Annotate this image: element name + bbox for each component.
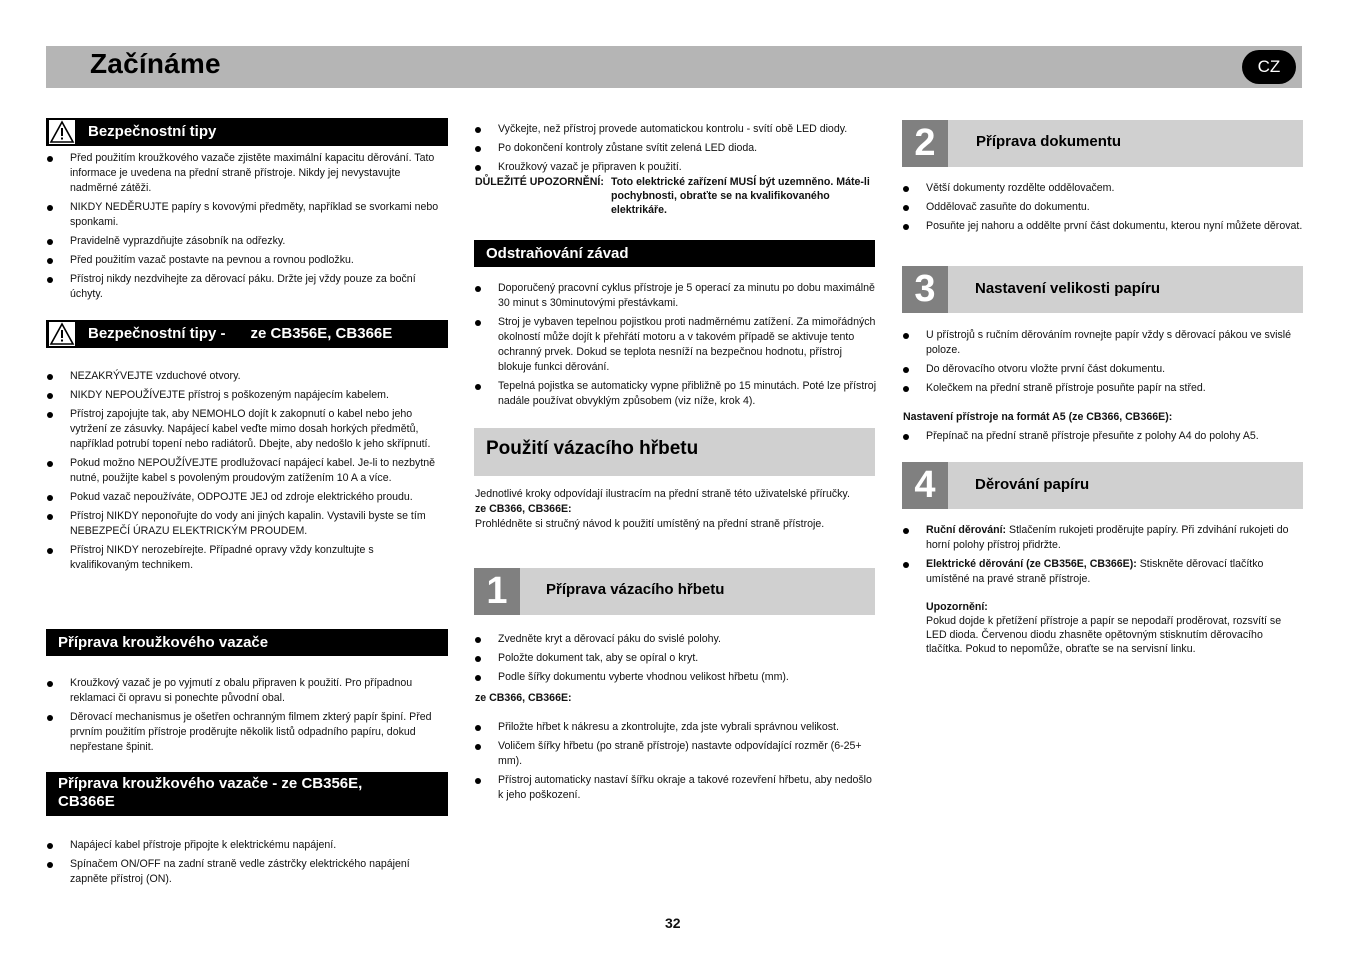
safety-tips-electric-list <box>46 369 442 577</box>
section-header-safety-tips <box>46 118 448 146</box>
intro-text: Jednotlivé kroky odpovídají ilustracím na přední straně této uživatelské příručky. <box>475 488 850 500</box>
list-item: Kroužkový vazač je po vyjmutí z obalu připraven k použití. Pro případnou reklamaci či opravu si ponechte původní obal. <box>46 676 442 706</box>
list-item: Kroužkový vazač je připraven k použití. <box>474 160 878 175</box>
list-item: Tepelná pojistka se automaticky vypne přibližně po 15 minutách. Poté lze přístroj nadále používat obvyklým způsobem (viz níže, krok 4). <box>474 379 878 409</box>
step-title: Děrování papíru <box>975 476 1090 493</box>
a5-setting-title: Nastavení přístroje na formát A5 (ze CB366, CB366E): <box>903 411 1173 423</box>
list-item <box>902 523 1304 553</box>
preparation-electric-list <box>46 838 442 891</box>
important-note-label: DŮLEŽITÉ UPOZORNĚNÍ: <box>475 176 604 188</box>
page-header <box>46 46 1302 88</box>
list-item: Doporučený pracovní cyklus přístroje je 5 operací za minutu po dobu maximálně 30 minut s 30minutovými přestávkami. <box>474 281 878 311</box>
step-1-list-models <box>474 720 878 807</box>
step-title: Příprava dokumentu <box>976 133 1122 150</box>
list-item: Po dokončení kontroly zůstane svítit zelená LED dioda. <box>474 141 878 156</box>
list-item: Pravidelně vyprazdňujte zásobník na odřezky. <box>46 234 442 249</box>
list-item: Pokud vazač nepoužíváte, ODPOJTE JEJ od zdroje elektrického proudu. <box>46 490 442 505</box>
manual-punching-label: Ruční děrování: <box>926 524 1007 536</box>
step-number: 4 <box>902 462 948 509</box>
important-note-line: Toto elektrické zařízení MUSÍ být uzemněno. Máte-li <box>611 176 870 188</box>
list-item: Před použitím kroužkového vazače zjistěte maximální kapacitu děrování. Tato informace je uvedena na přední straně přístroje. Nikdy jej nevystavujte nadměrné zátěži. <box>46 151 442 196</box>
section-header-preparation <box>46 629 448 656</box>
list-item: Přepínač na přední straně přístroje přesuňte z polohy A4 do polohy A5. <box>902 429 1304 444</box>
section-title-line: CB366E <box>58 793 115 810</box>
step-title: Nastavení velikosti papíru <box>975 280 1161 297</box>
a5-setting-list <box>902 429 1304 448</box>
list-item: Přístroj NIKDY nerozebírejte. Případné opravy vždy konzultujte s kvalifikovaným technikem. <box>46 543 442 573</box>
list-item: Posuňte jej nahoru a oddělte první část dokumentu, kterou nyní můžete děrovat. <box>902 219 1304 234</box>
list-item: Přístroj nikdy nezdvihejte za děrovací páku. Držte jej vždy pouze za boční úchyty. <box>46 272 442 302</box>
list-item: Do děrovacího otvoru vložte první část dokumentu. <box>902 362 1304 377</box>
warning-icon <box>49 322 75 346</box>
step-2-list <box>902 181 1304 238</box>
language-badge: CZ <box>1242 50 1296 84</box>
section-title: Bezpečnostní tipy <box>88 123 217 140</box>
model-label: ze CB366, CB366E: <box>475 503 572 515</box>
electric-punching-label: Elektrické děrování (ze CB356E, CB366E): <box>926 558 1137 570</box>
list-item: Kolečkem na přední straně přístroje posuňte papír na střed. <box>902 381 1304 396</box>
preparation-list <box>46 676 442 759</box>
binding-use-intro <box>475 487 875 532</box>
step-4-warning <box>926 600 1302 656</box>
troubleshooting-list <box>474 281 878 413</box>
section-title: Odstraňování závad <box>486 245 629 262</box>
section-title: Bezpečnostní tipy - ze CB356E, CB366E <box>88 325 393 342</box>
page-number: 32 <box>665 915 681 931</box>
list-item: Oddělovač zasuňte do dokumentu. <box>902 200 1304 215</box>
step-3-header <box>902 266 1303 313</box>
list-item: Přiložte hřbet k nákresu a zkontrolujte, zda jste vybrali správnou velikost. <box>474 720 878 735</box>
model-text: Prohlédněte si stručný návod k použití umístěný na přední straně přístroje. <box>475 518 825 530</box>
safety-tips-list <box>46 151 442 306</box>
list-item: U přístrojů s ručním děrováním rovnejte papír vždy s děrovací pákou ve svislé poloze. <box>902 328 1304 358</box>
step-number: 3 <box>902 266 948 313</box>
list-item: Stroj je vybaven tepelnou pojistkou proti nadměrnému zatížení. Za mimořádných okolností může dojít k přehřátí motoru a v takovém případě se aktivuje tento ochranný prvek. Dokud se teplota nesníží na bezpečnou hodnotu, přístroj blokuje funkci děrování. <box>474 315 878 375</box>
electric-punching-text: Stiskněte děrovací tlačítko umístěné na pravé straně přístroje. <box>926 558 1264 585</box>
list-item: Vyčkejte, než přístroj provede automatickou kontrolu - svítí obě LED diody. <box>474 122 878 137</box>
step-4-list <box>902 523 1304 591</box>
list-item: Pokud možno NEPOUŽÍVEJTE prodlužovací napájecí kabel. Je-li to nezbytně nutné, použijte kabel s povoleným proudovým zatížením 10 A a více. <box>46 456 442 486</box>
step-title: Příprava vázacího hřbetu <box>546 581 725 598</box>
step-1-header <box>474 568 875 615</box>
list-item: Zvedněte kryt a děrovací páku do svislé polohy. <box>474 632 878 647</box>
model-label: ze CB366, CB366E: <box>475 692 572 704</box>
list-item: Před použitím vazač postavte na pevnou a rovnou podložku. <box>46 253 442 268</box>
list-item: Větší dokumenty rozdělte oddělovačem. <box>902 181 1304 196</box>
important-note-line: pochybnosti, obraťte se na kvalifikovaného <box>611 190 830 202</box>
section-title-line: Příprava kroužkového vazače - ze CB356E, <box>58 775 363 792</box>
list-item: NIKDY NEPOUŽÍVEJTE přístroj s poškozeným napájecím kabelem. <box>46 388 442 403</box>
list-item: Spínačem ON/OFF na zadní straně vedle zástrčky elektrického napájení zapněte přístroj (ON). <box>46 857 442 887</box>
manual-punching-text: Stlačením rukojeti proděrujte papíry. Při zdvihání rukojeti do horní polohy přístroj přidržte. <box>926 524 1289 551</box>
warning-text: Pokud dojde k přetížení přístroje a papír se nepodaří proděrovat, rozsvítí se LED dioda. Červenou diodu zhasněte opětovným stisknutím děrovacího tlačítka. Pokud to nepomůže, obraťte se na servisní linku. <box>926 615 1282 655</box>
section-title <box>58 775 362 811</box>
step-3-list <box>902 328 1304 400</box>
warning-icon <box>49 120 75 144</box>
list-item: Napájecí kabel přístroje připojte k elektrickému napájení. <box>46 838 442 853</box>
list-item: Položte dokument tak, aby se opíral o kryt. <box>474 651 878 666</box>
step-4-header <box>902 462 1303 509</box>
step-1-list <box>474 632 878 689</box>
section-title: Použití vázacího hřbetu <box>486 438 699 459</box>
list-item: Děrovací mechanismus je ošetřen ochranným filmem zkterý papír špiní. Před prvním použitím přístroje proděrujte několik listů odpadního papíru, dokud nepřestane špinit. <box>46 710 442 755</box>
list-item: Voličem šířky hřbetu (po straně přístroje) nastavte odpovídající rozměr (6-25+ mm). <box>474 739 878 769</box>
list-item: NEZAKRÝVEJTE vzduchové otvory. <box>46 369 442 384</box>
list-item: Přístroj automaticky nastaví šířku okraje a takové rozevření hřbetu, aby nedošlo k jeho poškození. <box>474 773 878 803</box>
section-header-troubleshooting <box>474 240 875 267</box>
section-title: Příprava kroužkového vazače <box>58 634 269 651</box>
list-item: NIKDY NEDĚRUJTE papíry s kovovými předměty, například se svorkami nebo sponkami. <box>46 200 442 230</box>
list-item: Přístroj NIKDY neponořujte do vody ani jiných kapalin. Vystavili byste se tím NEBEZPEČÍ ÚRAZU ELEKTRICKÝM PROUDEM. <box>46 509 442 539</box>
section-header-safety-tips-electric <box>46 320 448 348</box>
step-2-header <box>902 120 1303 167</box>
section-header-binding-use <box>474 428 875 476</box>
warning-label: Upozornění: <box>926 601 988 613</box>
check-list <box>474 122 878 179</box>
step-number: 1 <box>474 568 520 615</box>
important-note-line: elektrikáře. <box>611 204 667 216</box>
page-title: Začínáme <box>90 48 221 79</box>
list-item: Přístroj zapojujte tak, aby NEMOHLO dojít k zakopnutí o kabel nebo jeho vytržení ze zásuvky. Napájecí kabel veďte mimo dosah horkých předmětů, například potrubí topení nebo radiátorů. Dbejte, aby nedošlo k jeho skřípnutí. <box>46 407 442 452</box>
list-item <box>902 557 1304 587</box>
section-header-preparation-electric <box>46 772 448 816</box>
step-number: 2 <box>902 120 948 167</box>
important-note-text <box>611 175 881 217</box>
list-item: Podle šířky dokumentu vyberte vhodnou velikost hřbetu (mm). <box>474 670 878 685</box>
